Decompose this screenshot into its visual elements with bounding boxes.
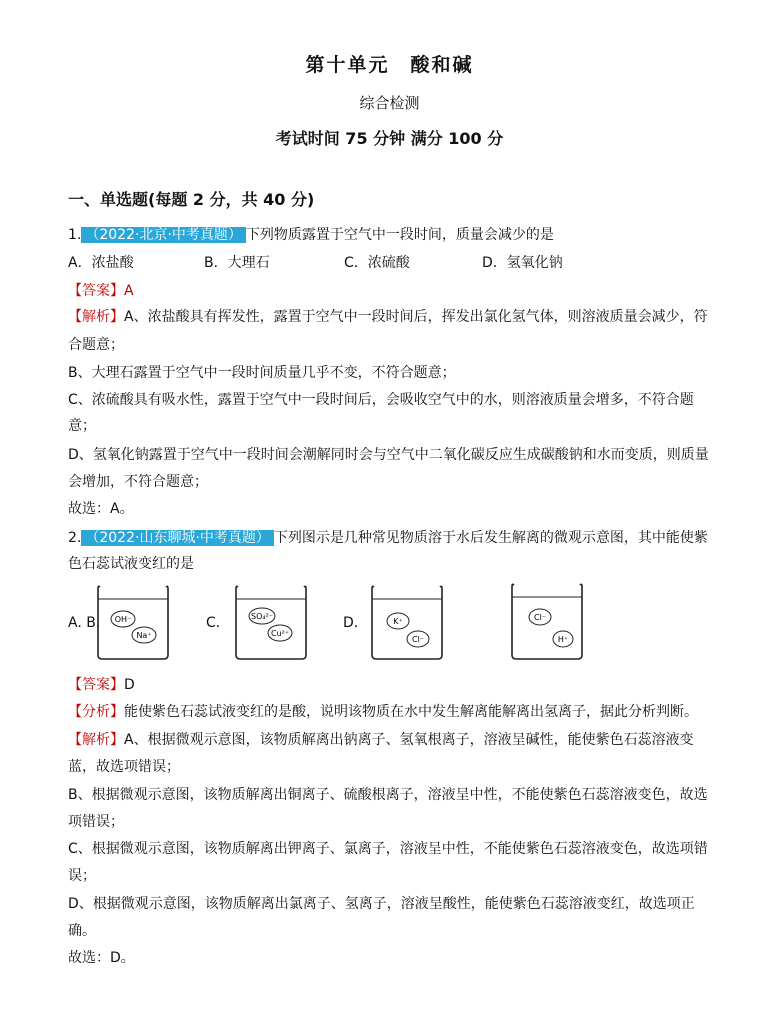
ion-label: OH⁻ bbox=[114, 615, 132, 624]
question-text: 下列图示是几种常见物质溶于水后发生解离的微观示意图，其中能使紫 bbox=[273, 530, 708, 546]
q2-analysis-line: 【解析】A、根据微观示意图，该物质解离出钠离子、氢氧根离子，溶液呈碱性，能使紫色石蕊溶液变 bbox=[68, 732, 694, 748]
fenxi-label: 【分析】 bbox=[68, 704, 124, 720]
q1-answer bbox=[68, 282, 134, 300]
q2-option-ab-label: A. B． bbox=[68, 615, 110, 631]
q2-analysis-line: C、根据微观示意图，该物质解离出钾离子、氯离子，溶液呈中性，不能使紫色石蕊溶液变色，故选项错 bbox=[68, 841, 708, 857]
answer-value: D bbox=[124, 677, 135, 693]
question-text: 下列物质露置于空气中一段时间，质量会减少的是 bbox=[245, 227, 554, 243]
answer-value: A bbox=[124, 283, 134, 299]
answer-label: 【答案】 bbox=[68, 677, 124, 693]
beaker-diagram-oh-na bbox=[96, 583, 170, 661]
beaker-diagram-k-cl bbox=[370, 583, 444, 661]
q1-analysis-line: 会增加，不符合题意； bbox=[68, 474, 208, 490]
q2-analysis-line: 确。 bbox=[68, 923, 96, 939]
question-number: 2. bbox=[68, 530, 82, 546]
q2-option-c-label: C． bbox=[206, 615, 230, 631]
q2-analysis-line: 蓝，故选项错误； bbox=[68, 759, 180, 775]
source-tag[interactable]: （2022·北京·中考真题） bbox=[81, 227, 246, 243]
q2-analysis-line: 故选：D。 bbox=[68, 950, 135, 966]
q1-option-d: D．氢氧化钠 bbox=[482, 255, 563, 271]
beaker-diagram-cl-h bbox=[510, 581, 584, 661]
ion-label: Cl⁻ bbox=[533, 613, 547, 622]
q1-analysis-line: D、氢氧化钠露置于空气中一段时间会潮解同时会与空气中二氧化碳反应生成碳酸钠和水而变质，则质量 bbox=[68, 447, 709, 463]
q2-analysis-line: 误； bbox=[68, 868, 96, 884]
source-tag[interactable]: （2022·山东聊城·中考真题） bbox=[81, 530, 274, 546]
q2-fenxi: 【分析】能使紫色石蕊试液变红的是酸，说明该物质在水中发生解离能解离出氢离子，据此分析判断。 bbox=[68, 704, 698, 720]
q1-analysis-line: 合题意； bbox=[68, 337, 124, 353]
page-subtitle: 综合检测 bbox=[359, 94, 420, 112]
q1-option-b: B．大理石 bbox=[204, 255, 270, 271]
ion-label: Cu²⁺ bbox=[270, 629, 290, 638]
section-title: 一、单选题(每题 2 分，共 40 分) bbox=[68, 190, 315, 209]
q2-answer bbox=[68, 676, 135, 694]
beaker-diagram-so4-cu bbox=[234, 583, 308, 661]
question-1-stem bbox=[68, 226, 554, 244]
q2-analysis-line: D、根据微观示意图，该物质解离出氯离子、氢离子，溶液呈酸性，能使紫色石蕊溶液变红，故选项正 bbox=[68, 896, 695, 912]
question-number: 1. bbox=[68, 227, 82, 243]
ion-label: Cl⁻ bbox=[411, 635, 425, 644]
q2-analysis-line: 项错误； bbox=[68, 814, 124, 830]
question-2-stem bbox=[68, 529, 708, 547]
q1-option-a: A．浓盐酸 bbox=[68, 255, 134, 271]
ion-label: Na⁺ bbox=[136, 631, 152, 640]
question-text: 色石蕊试液变红的是 bbox=[68, 556, 194, 572]
q1-analysis-line: B、大理石露置于空气中一段时间质量几乎不变，不符合题意； bbox=[68, 365, 456, 381]
analysis-label: 【解析】 bbox=[68, 309, 124, 325]
ion-label: H⁺ bbox=[557, 635, 569, 644]
q1-analysis-line: C、浓硫酸具有吸水性，露置于空气中一段时间后，会吸收空气中的水，则溶液质量会增多，不符合题 bbox=[68, 392, 694, 408]
ion-label: SO₄²⁻ bbox=[250, 612, 274, 621]
q1-analysis-line: 【解析】A、浓盐酸具有挥发性，露置于空气中一段时间后，挥发出氯化氢气体，则溶液质量会减少，符 bbox=[68, 309, 708, 325]
q2-option-d-label: D． bbox=[343, 615, 368, 631]
ion-label: K⁺ bbox=[393, 617, 403, 626]
answer-label: 【答案】 bbox=[68, 283, 124, 299]
analysis-label: 【解析】 bbox=[68, 732, 124, 748]
q2-analysis-line: B、根据微观示意图，该物质解离出铜离子、硫酸根离子，溶液呈中性，不能使紫色石蕊溶液变色，故选 bbox=[68, 787, 708, 803]
q1-option-c: C．浓硫酸 bbox=[344, 255, 410, 271]
q1-analysis-line: 故选：A。 bbox=[68, 501, 134, 517]
exam-info: 考试时间 75 分钟 满分 100 分 bbox=[275, 129, 504, 148]
q1-analysis-line: 意； bbox=[68, 418, 96, 434]
page-title: 第十单元 酸和碱 bbox=[305, 54, 474, 76]
